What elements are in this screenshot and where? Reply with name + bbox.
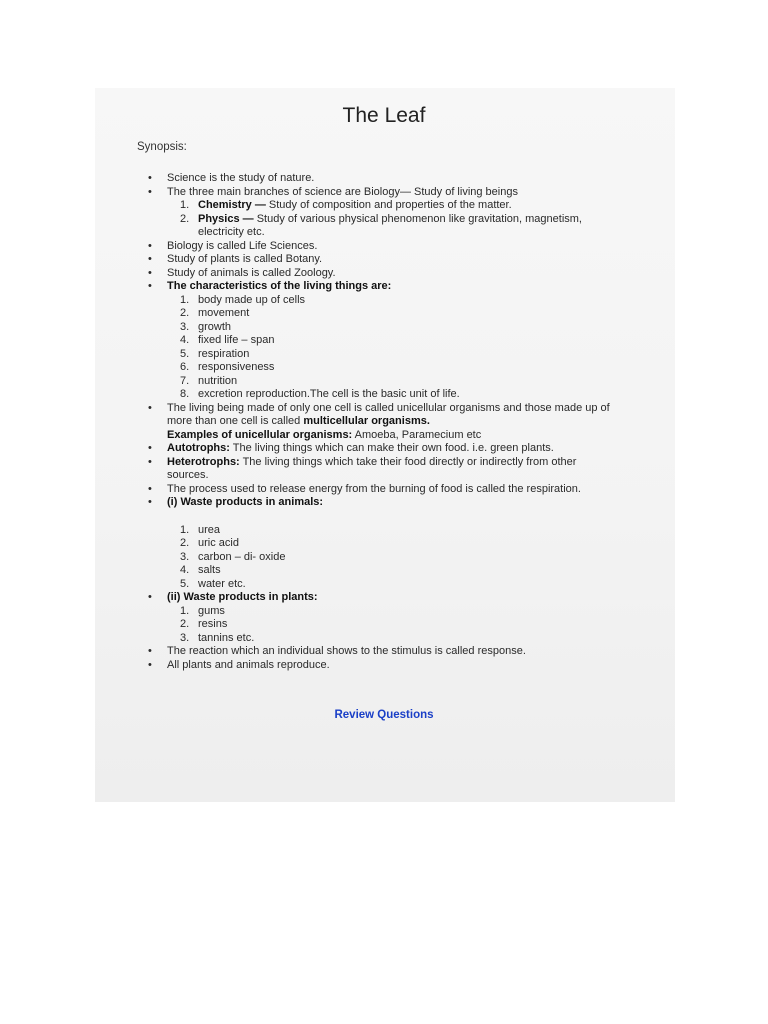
item-text: Study of animals is called Zoology. xyxy=(167,266,336,279)
page-title: The Leaf xyxy=(342,104,426,127)
list-item xyxy=(146,659,616,673)
item-text: Study of plants is called Botany. xyxy=(167,253,323,265)
item-text: The three main branches of science are Biology— Study of living beings xyxy=(167,185,518,198)
sub-item: 8. excretion reproduction.The cell is the basic unit of life. xyxy=(180,388,460,400)
sub-item: 7. nutrition xyxy=(180,374,238,387)
term: Heterotrophs: xyxy=(167,455,240,468)
item-heading: The characteristics of the living things are: xyxy=(167,280,392,292)
item-text: The process used to release energy from the burning of food is called the respiration. xyxy=(167,482,581,495)
animal-waste-list xyxy=(167,524,616,592)
sub-item: 1. urea xyxy=(180,523,221,536)
list-item xyxy=(146,483,616,497)
sub-item: 1. gums xyxy=(180,604,225,617)
list-item xyxy=(146,253,616,267)
sub-item: 3. growth xyxy=(180,320,232,333)
list-item xyxy=(146,496,616,591)
list-item: • The living being made of only one cell is called unicellular organisms and those made up of more than one cell is called multicellular organisms. Examples of unicellular organisms: Amoeba, Paramecium etc xyxy=(146,402,616,443)
bullet-list xyxy=(146,172,616,672)
sub-item: 3. carbon – di- oxide xyxy=(180,550,286,563)
term: Chemistry — xyxy=(198,199,266,211)
sub-item: 4. fixed life – span xyxy=(180,334,275,346)
sub-item: 6. responsiveness xyxy=(180,361,275,373)
term: Examples of unicellular organisms: xyxy=(167,428,353,441)
item-heading: (i) Waste products in animals: xyxy=(167,496,324,508)
branches-list xyxy=(167,199,616,240)
item-text: Biology is called Life Sciences. xyxy=(167,239,318,252)
sub-item: 4. salts xyxy=(180,564,221,576)
spacer xyxy=(167,510,616,524)
sub-item: 1. Chemistry — Study of composition and properties of the matter. xyxy=(180,199,512,211)
sub-item: 5. respiration xyxy=(180,347,250,360)
sub-item: 2. resins xyxy=(180,618,228,630)
list-item: • Heterotrophs: The living things which take their food directly or indirectly from other sources. xyxy=(146,456,616,483)
sub-item: 2. uric acid xyxy=(180,537,239,549)
list-item: • Autotrophs: The living things which can make their own food. i.e. green plants. xyxy=(146,442,616,456)
list-item xyxy=(146,172,616,186)
term: Physics — xyxy=(198,212,254,225)
list-item xyxy=(146,591,616,645)
list-item xyxy=(146,267,616,281)
plant-waste-list xyxy=(167,605,616,646)
synopsis-label: Synopsis: xyxy=(137,141,187,153)
list-item xyxy=(146,240,616,254)
sub-item: 5. water etc. xyxy=(180,577,246,590)
list-item xyxy=(146,645,616,659)
sub-item: 1. body made up of cells xyxy=(180,293,306,306)
list-item xyxy=(146,280,616,402)
term: multicellular organisms. xyxy=(303,415,430,427)
sub-item: 2. movement xyxy=(180,307,250,319)
synopsis-content xyxy=(146,172,616,672)
sub-item: 2. Physics — Study of various physical phenomenon like gravitation, magnetism, electricity etc. xyxy=(180,212,582,238)
characteristics-list xyxy=(167,294,616,402)
item-text: All plants and animals reproduce. xyxy=(167,658,330,671)
term: Autotrophs: xyxy=(167,442,230,454)
item-text: Science is the study of nature. xyxy=(167,172,315,184)
sub-item: 3. tannins etc. xyxy=(180,631,255,644)
item-text: The reaction which an individual shows to the stimulus is called response. xyxy=(167,645,526,657)
item-heading: (ii) Waste products in plants: xyxy=(167,591,318,603)
list-item xyxy=(146,186,616,240)
review-questions-link[interactable]: Review Questions xyxy=(334,709,434,721)
